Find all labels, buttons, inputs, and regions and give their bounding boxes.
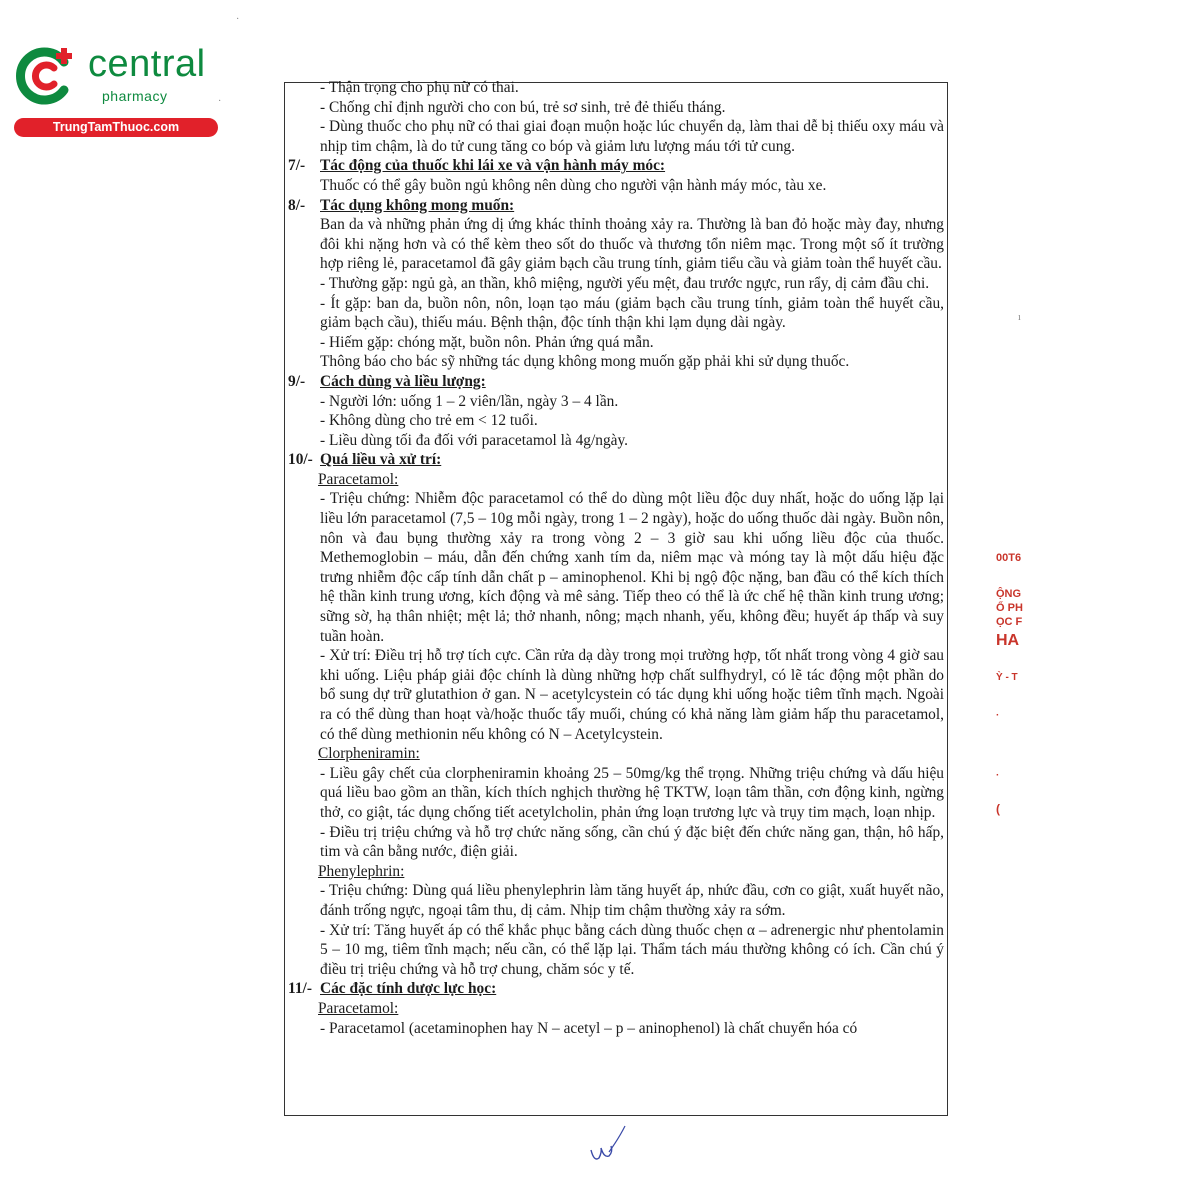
section-number: 11/- [288, 980, 312, 998]
section-heading [288, 372, 944, 392]
bullet-item: - Thường gặp: ngủ gà, an thần, khô miệng, người yếu mệt, đau trước ngực, run rẩy, dị cảm đầu chi. [320, 274, 930, 292]
bullet-item: - Triệu chứng: Nhiễm độc paracetamol có thể do dùng một liều độc duy nhất, hoặc do uống lặp lại liều lớn paracetamol (7,5 – 10g mỗi ngày, trong 1 – 2 ngày), hoặc do uống thuốc dài ngày. Buồn nôn, nôn và đau bụng thường xảy ra trong vòng 2 – 3 giờ sau khi uống liều độc của thuốc. Methemoglobin – máu, dẫn đến chứng xanh tím da, niêm mạc và móng tay là một dấu hiệu đặc trưng nhiễm độc cấp tính dẫn chất p – aminophenol. Khi bị ngộ độc nặng, ban đầu có thể kích thích hệ thần kinh trung ương, kích động và mê sảng. Tiếp theo có thể là ức chế hệ thần kinh trung ương; sững sờ, hạ thân nhiệt; mệt lả; thở nhanh, nông; mạch nhanh, yếu, không đều; huyết áp thấp và suy tuần hoàn. [320, 490, 944, 645]
scan-speck: · [236, 14, 240, 25]
scan-speck: ı [1018, 312, 1021, 323]
section-number: 8/- [288, 196, 306, 214]
bullet-item: - Hiếm gặp: chóng mặt, buồn nôn. Phản ứng quá mẫn. [320, 333, 654, 351]
section-number: 9/- [288, 372, 306, 390]
bullet-item: - Người lớn: uống 1 – 2 viên/lần, ngày 3 – 4 lần. [320, 392, 619, 410]
subsection-title: Paracetamol: [318, 470, 399, 488]
section-title: Cách dùng và liều lượng: [320, 372, 486, 390]
bullet-item: - Xử trí: Điều trị hỗ trợ tích cực. Cần rửa dạ dày trong mọi trường hợp, tốt nhất trong vòng 4 giờ sau khi uống. Liệu pháp giải độc chính là dùng những hợp chất sulfhydryl, có lẽ tác động một phần do bổ sung dự trữ glutathion ở gan. N – acetylcystein có tác dụng khi uống hoặc tiêm tĩnh mạch. Ngoài ra có thể dùng than hoạt và/hoặc thuốc tẩy muối, chúng có khả năng làm giảm hấp thu paracetamol, có thể dùng methionin nếu không có N – Acetylcystein. [320, 647, 944, 743]
stamp-mark: · [996, 770, 1000, 781]
section-title: Tác động của thuốc khi lái xe và vận hành máy móc: [320, 157, 666, 175]
text-line: - Dùng thuốc cho phụ nữ có thai giai đoạn muộn hoặc lúc chuyển dạ, làm thai dễ bị thiếu oxy máu và nhịp tim chậm, là do tử cung tăng co bóp và giảm lưu lượng máu tới tử cung. [320, 118, 944, 155]
stamp-text: 00T6 [996, 552, 1022, 564]
bullet-item: - Không dùng cho trẻ em < 12 tuổi. [320, 412, 538, 430]
bullet-item: - Liều gây chết của clorpheniramin khoảng 25 – 50mg/kg thể trọng. Những triệu chứng và dấu hiệu quá liều bao gồm an thần, kích thích nghịch thường hệ TKTW, loạn tâm thần, cơn động kinh, ngừng thở, co giật, tác dụng chống tiết acetylcholin, phản ứng loạn trương lực và trụy tim mạch, loạn nhịp. [320, 764, 944, 821]
stamp-text: ỌC F [996, 616, 1023, 628]
official-stamp-fragment [988, 540, 1028, 850]
text-line: - Thận trọng cho phụ nữ có thai. [320, 79, 519, 96]
brand-website: TrungTamThuoc.com [14, 118, 218, 137]
brand-logo [10, 38, 222, 138]
bullet-item: - Liều dùng tối đa đối với paracetamol là 4g/ngày. [320, 431, 629, 449]
brand-subtitle: pharmacy [102, 88, 168, 104]
paragraph: Ban da và những phản ứng dị ứng khác thỉnh thoảng xảy ra. Thường là ban đỏ hoặc mày đay, nhưng đôi khi nặng hơn và có thể kèm theo sốt do thuốc và thương tổn niêm mạc. Trong một số ít trường hợp riêng lẻ, paracetamol đã gây giảm bạch cầu trung tính, giảm tiểu cầu và giảm toàn thể huyết cầu. [320, 216, 944, 273]
subsection-title: Paracetamol: [318, 999, 399, 1017]
stamp-text: Ổ PH [996, 602, 1023, 614]
section-heading [288, 979, 944, 999]
bullet-item: - Triệu chứng: Dùng quá liều phenylephrin làm tăng huyết áp, nhức đầu, cơn co giật, xuất huyết não, đánh trống ngực, ngoại tâm thu, dị cảm. Nhịp tim chậm thường xảy ra sớm. [320, 882, 944, 919]
stamp-text: ỘNG [996, 588, 1022, 600]
text-line: - Chống chỉ định người cho con bú, trẻ sơ sinh, trẻ đẻ thiếu tháng. [320, 98, 726, 116]
section-heading [288, 156, 944, 176]
stamp-text: HA [996, 632, 1020, 649]
paragraph: Thông báo cho bác sỹ những tác dụng không mong muốn gặp phải khi sử dụng thuốc. [320, 353, 850, 371]
bullet-item: - Paracetamol (acetaminophen hay N – acetyl – p – aninophenol) là chất chuyển hóa có [320, 1019, 858, 1037]
section-number: 10/- [288, 451, 313, 469]
section-number: 7/- [288, 157, 306, 175]
handwritten-initial [585, 1122, 645, 1172]
stamp-text: Ỳ - T [996, 672, 1018, 683]
stamp-mark: · [996, 710, 1000, 721]
section-title: Các đặc tính dược lực học: [320, 980, 497, 998]
bullet-item: - Xử trí: Tăng huyết áp có thể khắc phục bằng cách dùng thuốc chẹn α – adrenergic như phentolamin 5 – 10 mg, tiêm tĩnh mạch; nếu cần, có thể lặp lại. Thẩm tách máu thường không có ích. Cần chú ý điều trị triệu chứng và hỗ trợ chung, chăm sóc y tế. [320, 921, 944, 978]
paragraph: Thuốc có thể gây buồn ngủ không nên dùng cho người vận hành máy móc, tàu xe. [320, 176, 827, 194]
stamp-mark: ( [996, 802, 1000, 816]
bullet-item: - Điều trị triệu chứng và hỗ trợ chức năng sống, cần chú ý đặc biệt đến chức năng gan, thận, hô hấp, tim và cân bằng nước, điện giải. [320, 823, 944, 861]
section-heading [288, 196, 944, 216]
scan-speck: · [218, 96, 222, 107]
section-heading [288, 450, 944, 470]
bullet-item: - Ít gặp: ban da, buồn nôn, nôn, loạn tạo máu (giảm bạch cầu trung tính, giảm toàn thể huyết cầu, giảm bạch cầu), thiếu máu. Bệnh thận, độc tính thận khi lạm dụng dài ngày. [320, 294, 944, 332]
plus-cross-icon [12, 40, 82, 110]
subsection-title: Clorpheniramin: [318, 745, 420, 763]
subsection-title: Phenylephrin: [318, 862, 405, 880]
section-title: Quá liều và xử trí: [320, 451, 442, 469]
section-title: Tác dụng không mong muốn: [320, 196, 515, 214]
document-body [288, 78, 944, 1038]
brand-name: central [88, 43, 206, 85]
